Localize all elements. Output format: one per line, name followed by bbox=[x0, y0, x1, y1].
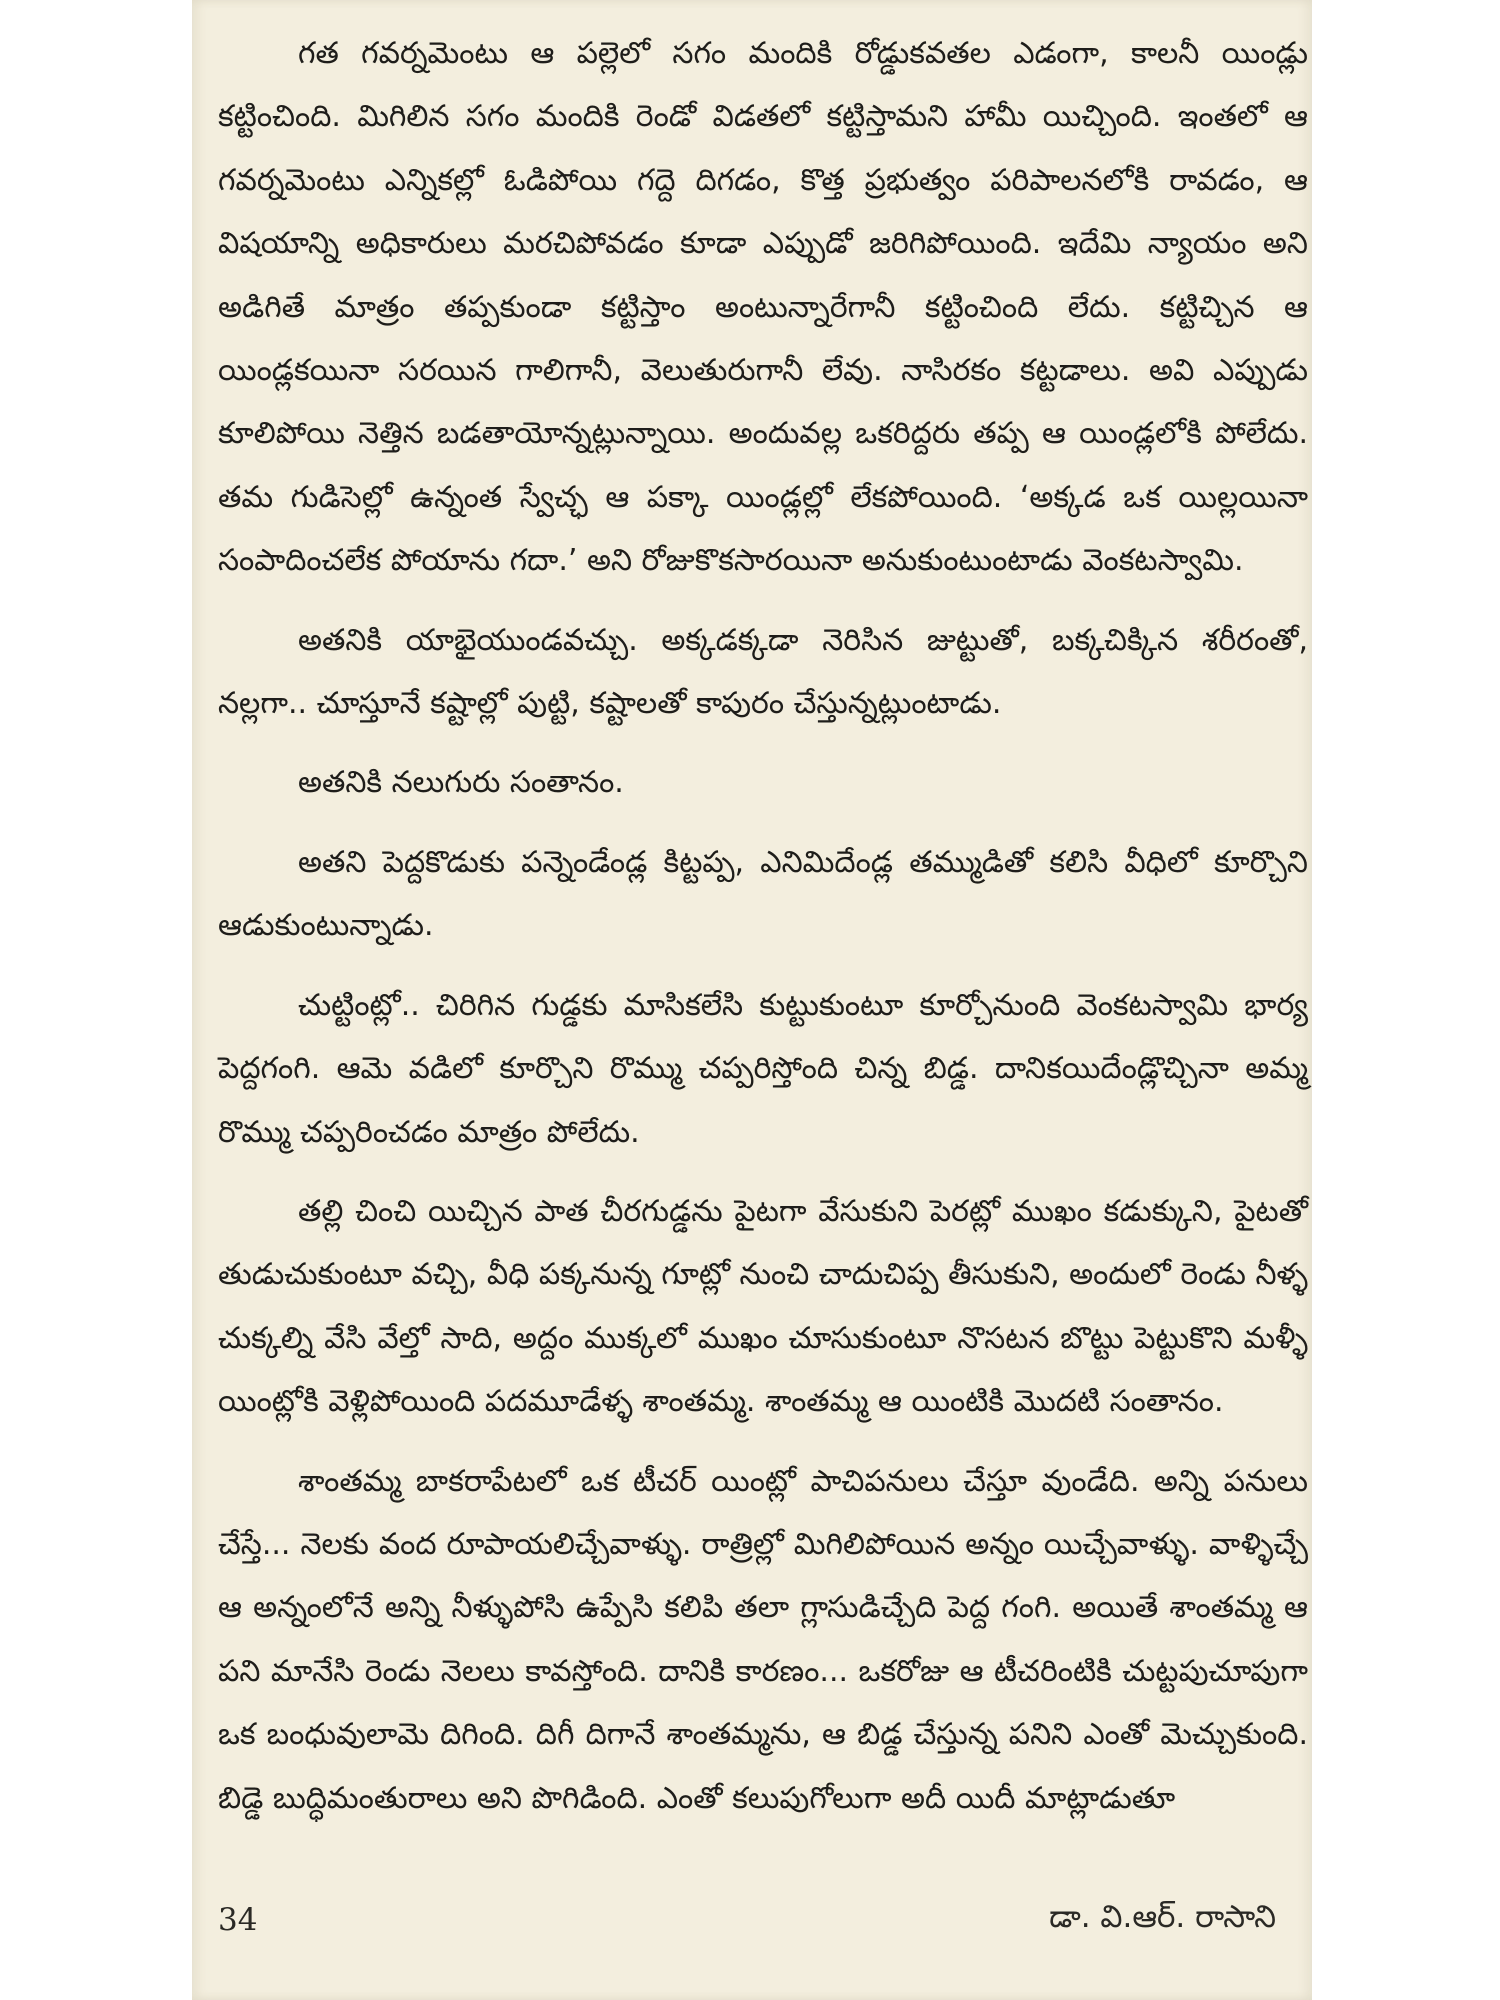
paragraph-2: అతనికి యాభైయుండవచ్చు. అక్కడక్కడా నెరిసిన జుట్టుతో, బక్కచిక్కిన శరీరంతో, నల్లగా.. చూస్తూనే కష్టాల్లో పుట్టి, కష్టాలతో కాపురం చేస్తున్నట్లుంటాడు. bbox=[218, 622, 1308, 722]
author-name: డా. వి.ఆర్. రాసాని bbox=[1049, 1898, 1276, 1935]
page-footer bbox=[218, 1895, 1276, 1945]
page-number: 34 bbox=[218, 1902, 258, 1938]
book-page bbox=[192, 0, 1312, 2000]
paragraph-4: అతని పెద్దకొడుకు పన్నెండేండ్ల కిట్టప్ప, ఎనిమిదేండ్ల తమ్ముడితో కలిసి వీధిలో కూర్చొని ఆడుకుంటున్నాడు. bbox=[218, 844, 1308, 944]
paragraph-6: తల్లి చించి యిచ్చిన పాత చీరగుడ్డను పైటగా వేసుకుని పెరట్లో ముఖం కడుక్కుని, పైటతో తుడుచుకుంటూ వచ్చి, వీధి పక్కనున్న గూట్లో నుంచి చాదుచిప్ప తీసుకుని, అందులో రెండు నీళ్ళ చుక్కల్ని వేసి వేల్తో సాది, అద్దం ముక్కలో ముఖం చూసుకుంటూ నొసటన బొట్టు పెట్టుకొని మళ్ళీ యింట్లోకి వెళ్లిపోయింది పదమూడేళ్ళ శాంతమ్మ. శాంతమ్మ ఆ యింటికి మొదటి సంతానం. bbox=[218, 1193, 1309, 1420]
paragraph-5: చుట్టింట్లో.. చిరిగిన గుడ్డకు మాసికలేసి కుట్టుకుంటూ కూర్చోనుంది వెంకటస్వామి భార్య పెద్దగంగి. ఆమె వడిలో కూర్చొని రొమ్ము చప్పరిస్తోంది చిన్న బిడ్డ. దానికయిదేండ్లొచ్చినా అమ్మ రొమ్ము చప్పరించడం మాత్రం పోలేదు. bbox=[218, 987, 1308, 1150]
paragraph-7: శాంతమ్మ బాకరాపేటలో ఒక టీచర్ యింట్లో పాచిపనులు చేస్తూ వుండేది. అన్ని పనులు చేస్తే... నెలకు వంద రూపాయలిచ్చేవాళ్ళు. రాత్రిల్లో మిగిలిపోయిన అన్నం యిచ్చేవాళ్ళు. వాళ్ళిచ్చే ఆ అన్నంలోనే అన్ని నీళ్ళుపోసి ఉప్పేసి కలిపి తలా గ్లాసుడిచ్చేది పెద్ద గంగి. అయితే శాంతమ్మ ఆ పని మానేసి రెండు నెలలు కావస్తోంది. దానికి కారణం... ఒకరోజు ఆ టీచరింటికి చుట్టపుచూపుగా ఒక బంధువులామె దిగింది. దిగీ దిగానే శాంతమ్మను, ఆ బిడ్డ చేస్తున్న పనిని ఎంతో మెచ్చుకుంది. బిడ్డె బుద్ధిమంతురాలు అని పొగిడింది. ఎంతో కలుపుగోలుగా అదీ యిదీ మాట్లాడుతూ bbox=[218, 1463, 1308, 1816]
paragraph-1: గత గవర్నమెంటు ఆ పల్లెలో సగం మందికి రోడ్డుకవతల ఎడంగా, కాలనీ యిండ్లు కట్టించింది. మిగిలిన సగం మందికి రెండో విడతలో కట్టిస్తామని హామీ యిచ్చింది. ఇంతలో ఆ గవర్నమెంటు ఎన్నికల్లో ఓడిపోయి గద్దె దిగడం, కొత్త ప్రభుత్వం పరిపాలనలోకి రావడం, ఆ విషయాన్ని అధికారులు మరచిపోవడం కూడా ఎప్పుడో జరిగిపోయింది. ఇదేమి న్యాయం అని అడిగితే మాత్రం తప్పకుండా కట్టిస్తాం అంటున్నారేగానీ కట్టించింది లేదు. కట్టిచ్చిన ఆ యిండ్లకయినా సరయిన గాలిగానీ, వెలుతురుగానీ లేవు. నాసిరకం కట్టడాలు. అవి ఎప్పుడు కూలిపోయి నెత్తిన బడతాయోన్నట్లున్నాయి. అందువల్ల ఒకరిద్దరు తప్ప ఆ యిండ్లలోకి పోలేదు. తమ గుడిసెల్లో ఉన్నంత స్వేచ్ఛ ఆ పక్కా యిండ్లల్లో లేకపోయింది. ‘అక్కడ ఒక యిల్లయినా సంపాదించలేక పోయాను గదా.’ అని రోజుకొకసారయినా అనుకుంటుంటాడు వెంకటస్వామి. bbox=[218, 36, 1308, 579]
paragraph-3: అతనికి నలుగురు సంతానం. bbox=[298, 765, 624, 801]
page-body bbox=[218, 22, 1308, 1846]
